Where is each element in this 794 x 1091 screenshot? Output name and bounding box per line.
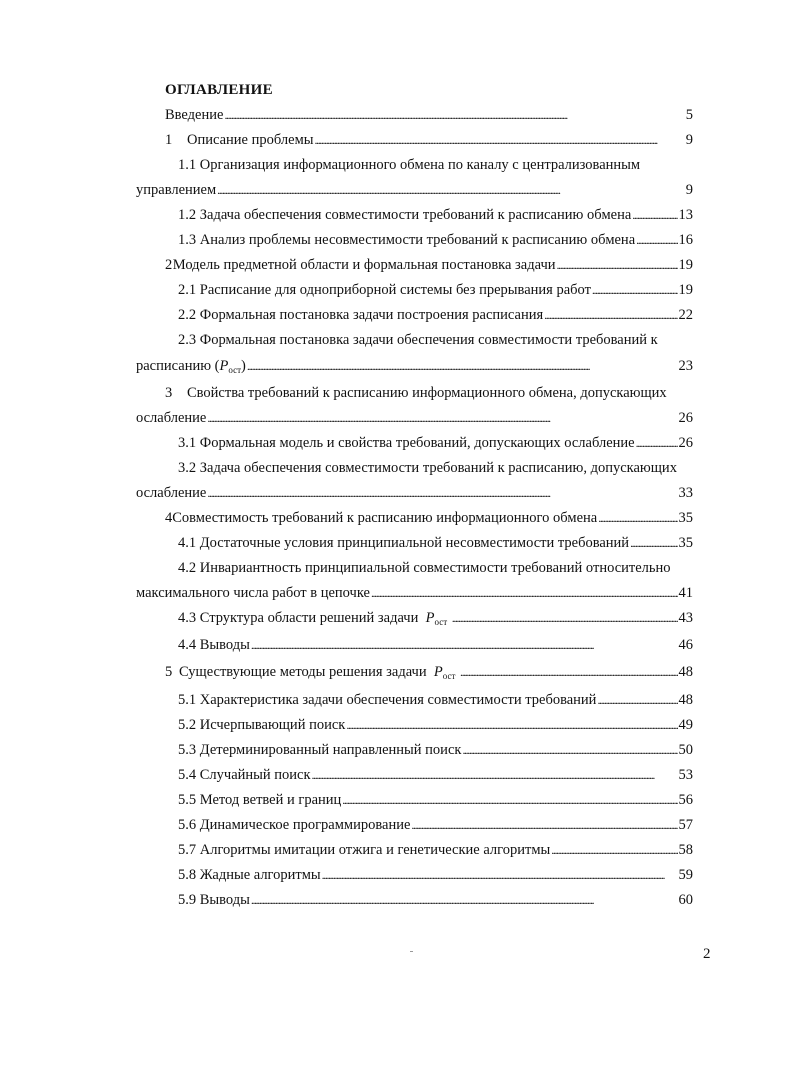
- leader-dots: [251, 637, 678, 654]
- toc-entry-4-2[interactable]: [136, 585, 693, 602]
- leader-dots: [251, 892, 678, 909]
- toc-entry-page: 43: [678, 610, 693, 626]
- toc-entry-3-1[interactable]: [178, 435, 693, 452]
- leader-dots: [342, 792, 677, 809]
- chapter-number: 1: [165, 132, 173, 148]
- p-ost-symbol: $P_{ост}$: [425, 610, 448, 627]
- toc-entry-page: 22: [678, 307, 693, 323]
- leader-dots: [315, 132, 685, 149]
- toc-entry-5-6[interactable]: [178, 817, 693, 834]
- toc-entry-page: 49: [678, 717, 693, 733]
- toc-entry-page: 60: [678, 892, 693, 908]
- leader-dots: [346, 717, 677, 734]
- toc-entry-title: максимального числа работ в цепочке: [136, 585, 370, 601]
- toc-entry-page: 19: [678, 282, 693, 298]
- toc-entry-chapter-4[interactable]: [165, 510, 693, 527]
- toc-entry-title: 5.5 Метод ветвей и границ: [178, 792, 342, 808]
- p-ost-symbol: $P_{ост}$: [433, 664, 456, 681]
- toc-entry-page: 48: [678, 692, 693, 708]
- toc-entry-title: 5.8 Жадные алгоритмы: [178, 867, 321, 883]
- toc-entry-title: Описание проблемы: [187, 132, 314, 148]
- toc-entry-page: 13: [678, 207, 693, 223]
- toc-entry-page: 19: [678, 257, 693, 273]
- scan-speck: [410, 951, 413, 952]
- toc-entry-title: ослабление: [136, 485, 207, 501]
- toc-entry-title: 3.1 Формальная модель и свойства требований, допускающих ослабление: [178, 435, 635, 451]
- toc-entry-2-3[interactable]: [136, 358, 693, 375]
- toc-entry-5-3[interactable]: [178, 742, 693, 759]
- leader-dots: [322, 867, 678, 884]
- toc-entry-5-1[interactable]: [178, 692, 693, 709]
- toc-heading: ОГЛАВЛЕНИЕ: [165, 82, 273, 98]
- chapter-number: 3: [165, 385, 173, 401]
- chapter-number: 2: [165, 257, 173, 273]
- toc-entry-title: 5.9 Выводы: [178, 892, 250, 908]
- toc-entry-1-1-line1: 1.1 Организация информационного обмена по каналу с централизованным: [178, 157, 641, 173]
- toc-entry-page: 48: [678, 664, 693, 680]
- leader-dots: [462, 742, 677, 759]
- toc-entry-title: 1.3 Анализ проблемы несовместимости требований к расписанию обмена: [178, 232, 636, 248]
- leader-dots: [224, 107, 684, 124]
- toc-entry-page: 5: [685, 107, 693, 123]
- toc-entry-page: 59: [678, 867, 693, 883]
- page-number: 2: [703, 946, 711, 962]
- toc-entry-chapter-3[interactable]: [136, 410, 693, 427]
- chapter-number: 4: [165, 510, 173, 526]
- toc-entry-4-2-line1: 4.2 Инвариантность принципиальной совместимости требований относительно: [178, 560, 671, 576]
- leader-dots: [207, 410, 677, 427]
- leader-dots: [551, 842, 677, 859]
- toc-entry-5-8[interactable]: [178, 867, 693, 884]
- leader-dots: [312, 767, 678, 784]
- toc-entry-page: 26: [678, 435, 693, 451]
- toc-entry-page: 53: [678, 767, 693, 783]
- leader-dots: [411, 817, 677, 834]
- leader-dots: [557, 257, 678, 274]
- toc-entry-1-3[interactable]: [178, 232, 693, 249]
- toc-entry-title: управлением: [136, 182, 217, 198]
- toc-entry-title: 4.4 Выводы: [178, 637, 250, 653]
- toc-entry-1-1[interactable]: [136, 182, 693, 199]
- toc-entry-5-9[interactable]: [178, 892, 693, 909]
- toc-entry-title: 5.1 Характеристика задачи обеспечения совместимости требований: [178, 692, 597, 708]
- leader-dots: [371, 585, 678, 602]
- toc-entry-title: 4.1 Достаточные условия принципиальной несовместимости требований: [178, 535, 630, 551]
- leader-dots: [247, 358, 678, 375]
- toc-entry-page: 35: [678, 535, 693, 551]
- toc-entry-page: 9: [685, 182, 693, 198]
- leader-dots: [592, 282, 678, 299]
- toc-entry-page: 26: [678, 410, 693, 426]
- toc-entry-title: 5.2 Исчерпывающий поиск: [178, 717, 346, 733]
- toc-entry-title: ослабление: [136, 410, 207, 426]
- toc-entry-title: 5.3 Детерминированный направленный поиск: [178, 742, 462, 758]
- toc-entry-chapter-1[interactable]: [165, 132, 693, 149]
- toc-entry-title: Модель предметной области и формальная постановка задачи: [172, 257, 556, 273]
- toc-entry-title: 1.2 Задача обеспечения совместимости требований к расписанию обмена: [178, 207, 632, 223]
- toc-entry-title: расписанию $(P_{ост})$: [136, 358, 246, 375]
- toc-entry-title: 5.4 Случайный поиск: [178, 767, 311, 783]
- toc-entry-title: 2.1 Расписание для одноприборной системы без прерывания работ: [178, 282, 591, 298]
- toc-entry-2-1[interactable]: [178, 282, 693, 299]
- p-ost-symbol: $P_{ост}$: [219, 358, 242, 375]
- chapter-number: 5: [165, 664, 173, 680]
- toc-entry-page: 41: [678, 585, 693, 601]
- leader-dots: [207, 485, 677, 502]
- toc-entry-page: 9: [685, 132, 693, 148]
- leader-dots: [217, 182, 685, 199]
- toc-entry-page: 58: [678, 842, 693, 858]
- toc-entry-3-2[interactable]: [136, 485, 693, 502]
- toc-entry-chapter-2[interactable]: [165, 257, 693, 274]
- toc-entry-page: 56: [678, 792, 693, 808]
- toc-entry-page: 50: [678, 742, 693, 758]
- toc-entry-page: 16: [678, 232, 693, 248]
- toc-entry-5-4[interactable]: [178, 767, 693, 784]
- leader-dots: [544, 307, 677, 324]
- toc-entry-4-4[interactable]: [178, 637, 693, 654]
- toc-entry-page: 35: [678, 510, 693, 526]
- toc-entry-chapter-5[interactable]: [165, 664, 693, 681]
- toc-entry-title: Существующие методы решения задачи $P_{ост}$: [179, 664, 456, 681]
- toc-entry-title: 5.7 Алгоритмы имитации отжига и генетические алгоритмы: [178, 842, 551, 858]
- leader-dots: [598, 510, 677, 527]
- toc-entry-4-1[interactable]: [178, 535, 693, 552]
- leader-dots: [452, 610, 678, 627]
- toc-entry-title: Совместимость требований к расписанию информационного обмена: [172, 510, 598, 526]
- leader-dots: [597, 692, 677, 709]
- toc-entry-title: 5.6 Динамическое программирование: [178, 817, 411, 833]
- toc-entry-3-2-line1: 3.2 Задача обеспечения совместимости требований к расписанию, допускающих: [178, 460, 677, 476]
- leader-dots: [636, 232, 677, 249]
- toc-entry-5-2[interactable]: [178, 717, 693, 734]
- leader-dots: [460, 664, 678, 681]
- toc-entry-page: 23: [678, 358, 693, 374]
- toc-entry-5-7[interactable]: [178, 842, 693, 859]
- leader-dots: [630, 535, 677, 552]
- leader-dots: [632, 207, 677, 224]
- leader-dots: [636, 435, 678, 452]
- toc-entry-intro[interactable]: [165, 107, 693, 124]
- toc-entry-4-3[interactable]: [178, 610, 693, 627]
- toc-entry-title: 4.3 Структура области решений задачи $P_{ост}$: [178, 610, 448, 627]
- toc-entry-5-5[interactable]: [178, 792, 693, 809]
- toc-entry-chapter-3-line1: 3 Свойства требований к расписанию информационного обмена, допускающих: [165, 385, 667, 401]
- toc-entry-2-2[interactable]: [178, 307, 693, 324]
- toc-entry-page: 33: [678, 485, 693, 501]
- toc-entry-2-3-line1: 2.3 Формальная постановка задачи обеспечения совместимости требований к: [178, 332, 658, 348]
- toc-entry-title: 2.2 Формальная постановка задачи построения расписания: [178, 307, 544, 323]
- toc-entry-page: 46: [678, 637, 693, 653]
- toc-entry-page: 57: [678, 817, 693, 833]
- toc-entry-title: Введение: [165, 107, 224, 123]
- toc-entry-1-2[interactable]: [178, 207, 693, 224]
